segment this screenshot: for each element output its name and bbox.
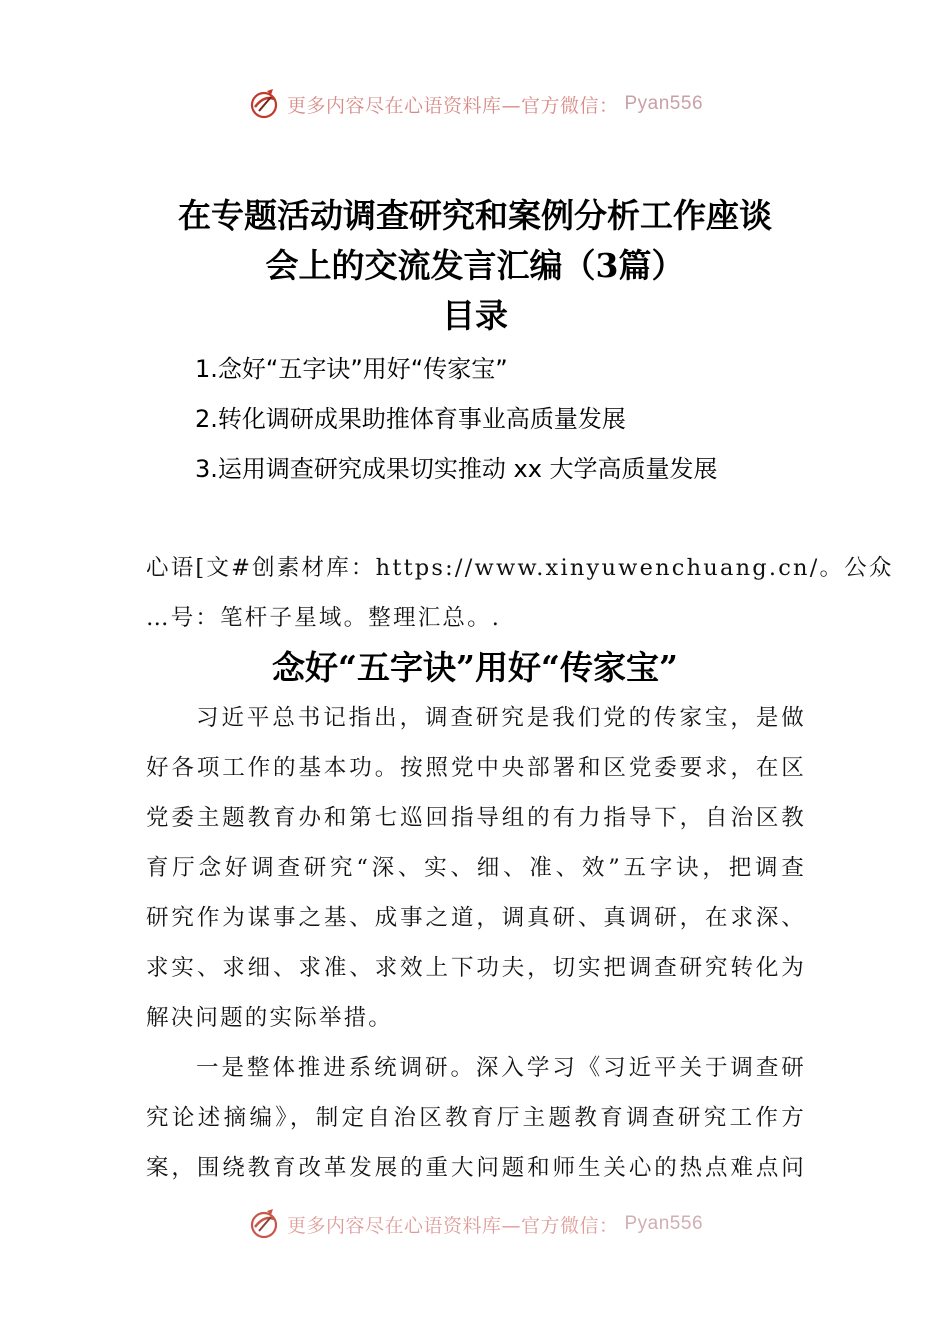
source-note-line: 心语[文#创素材库：https://www.xinyuwenchuang.cn/。公众 xyxy=(146,555,894,581)
paragraph-line: 一是整体推进系统调研。深入学习《习近平关于调查研 xyxy=(196,1055,806,1081)
document-title-line-2: 会上的交流发言汇编（3篇） xyxy=(265,246,685,285)
watermark-footer xyxy=(0,1204,950,1244)
paragraph-line: 育厅念好调查研究“深、实、细、准、效”五字诀，把调查 xyxy=(146,855,806,881)
paragraph-line: 研究作为谋事之基、成事之道，调真研、真调研，在求深、 xyxy=(146,905,806,931)
watermark-text: 更多内容尽在心语资料库—官方微信： xyxy=(286,1214,619,1237)
paragraph-line: 究论述摘编》，制定自治区教育厅主题教育调查研究工作方 xyxy=(146,1105,806,1131)
toc-heading: 目录 xyxy=(442,296,508,335)
watermark-text: 更多内容尽在心语资料库—官方微信： xyxy=(286,94,619,117)
xinyu-logo-icon xyxy=(247,87,281,121)
watermark-header xyxy=(0,84,950,124)
paragraph-line: 求实、求细、求准、求效上下功夫，切实把调查研究转化为 xyxy=(146,955,806,981)
xinyu-logo-icon xyxy=(247,1207,281,1241)
toc-item: 1.念好“五字诀”用好“传家宝” xyxy=(195,355,508,383)
section-title: 念好“五字诀”用好“传家宝” xyxy=(272,648,678,687)
paragraph-line: 习近平总书记指出，调查研究是我们党的传家宝，是做 xyxy=(196,705,806,731)
toc-item: 2.转化调研成果助推体育事业高质量发展 xyxy=(195,405,626,433)
paragraph-line: 解决问题的实际举措。 xyxy=(146,1005,394,1031)
paragraph-line: 好各项工作的基本功。按照党中央部署和区党委要求，在区 xyxy=(146,755,806,781)
paragraph-line: 案，围绕教育改革发展的重大问题和师生关心的热点难点问 xyxy=(146,1155,806,1181)
source-note-line: …号：笔杆子星域。整理汇总。. xyxy=(146,605,502,631)
watermark-wechat-id: Pyan556 xyxy=(624,1213,704,1234)
document-title-line-1: 在专题活动调查研究和案例分析工作座谈 xyxy=(178,196,772,235)
watermark-wechat-id: Pyan556 xyxy=(624,93,704,114)
toc-item: 3.运用调查研究成果切实推动 xx 大学高质量发展 xyxy=(195,455,718,483)
paragraph-line: 党委主题教育办和第七巡回指导组的有力指导下，自治区教 xyxy=(146,805,806,831)
